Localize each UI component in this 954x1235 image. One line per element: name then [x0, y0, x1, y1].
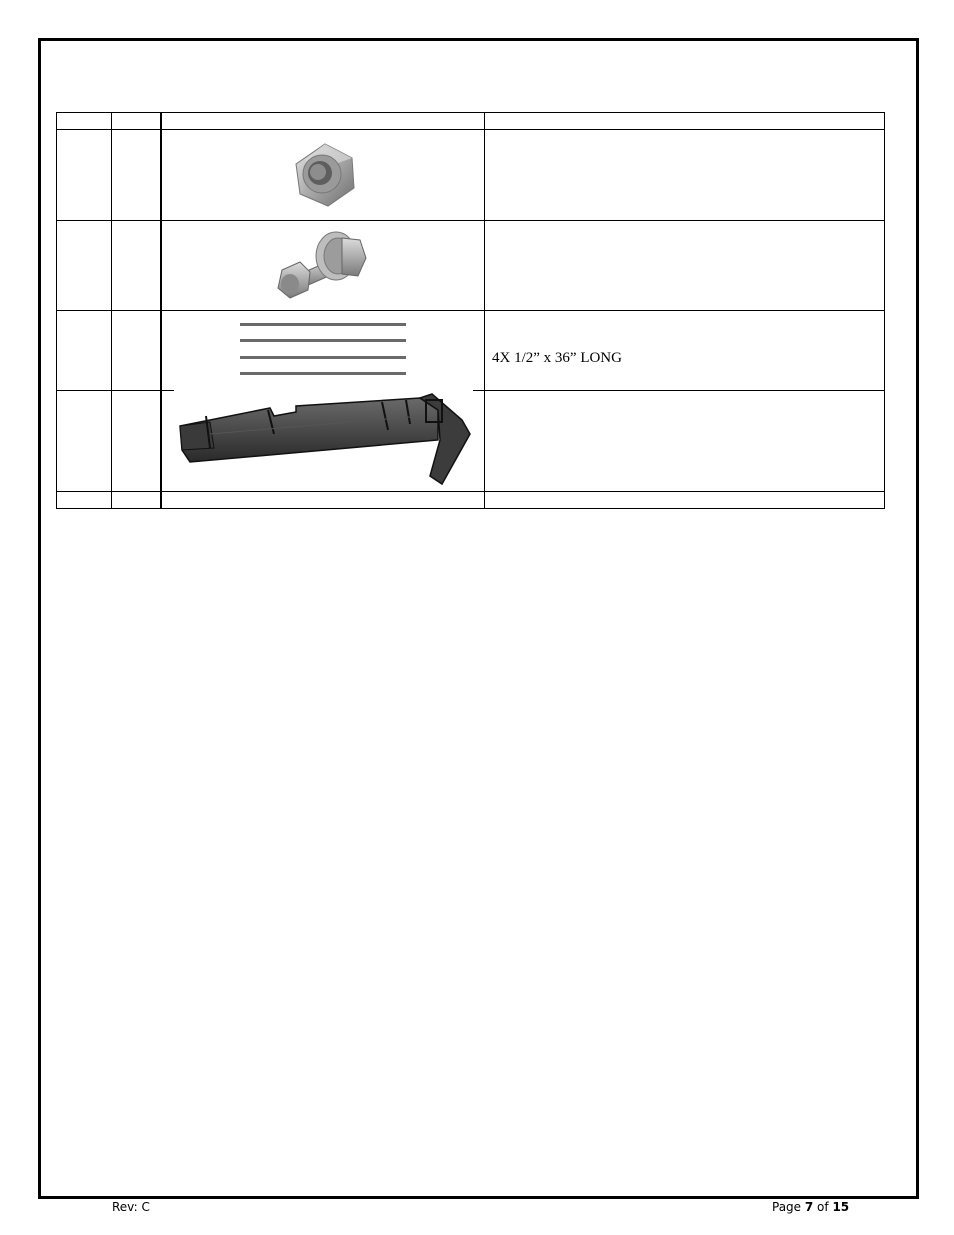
part-description: 4X 1/2” x 36” LONG [492, 350, 622, 366]
revision-label: Rev: C [112, 1200, 150, 1214]
row-divider [56, 220, 885, 221]
row-divider [56, 310, 885, 311]
bolt-washer-nut-icon [272, 226, 384, 304]
row-divider [473, 390, 885, 391]
row-divider [56, 390, 174, 391]
channel-bracket-icon [170, 390, 476, 490]
steel-rods-icon [236, 318, 410, 380]
page-prefix: Page [772, 1200, 805, 1214]
page-current: 7 [804, 1200, 814, 1214]
page-number [772, 1200, 849, 1214]
page-total: 15 [832, 1200, 850, 1214]
page-separator: of [813, 1200, 833, 1214]
row-divider [56, 129, 885, 130]
row-divider [56, 491, 885, 492]
lock-nut-icon [290, 140, 360, 210]
